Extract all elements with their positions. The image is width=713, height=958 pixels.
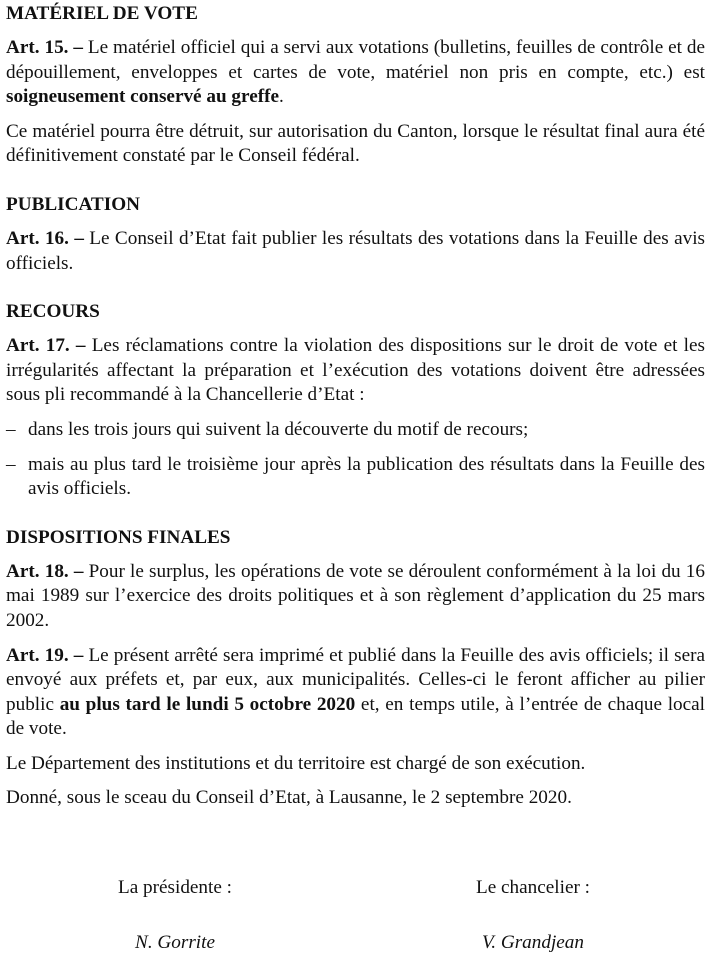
heading-publication: PUBLICATION: [6, 193, 140, 215]
article-15-emphasis: soigneusement conservé au greffe: [6, 86, 280, 108]
article-15-text: Le matériel officiel qui a servi aux votations (bulletins, feuilles de contrôle et de dépouillement, enveloppes et cartes de vote, matériel non pris en compte, etc.) est: [6, 37, 705, 83]
list-item: [6, 453, 705, 502]
heading-materiel-de-vote: MATÉRIEL DE VOTE: [6, 3, 198, 24]
article-16-label: Art. 16. –: [6, 227, 84, 249]
dash-bullet: –: [6, 418, 16, 440]
article-15-paragraph-2: Ce matériel pourra être détruit, sur autorisation du Canton, lorsque le résultat final aura été définitivement constaté par le Conseil fédéral.: [6, 120, 705, 167]
article-18-label: Art. 18. –: [6, 560, 84, 582]
signature-role: Le chancelier :: [476, 877, 590, 898]
article-19: [6, 644, 705, 742]
signing-date-clause: Donné, sous le sceau du Conseil d’Etat, à Lausanne, le 2 septembre 2020.: [6, 787, 572, 809]
article-19-label: Art. 19. –: [6, 644, 84, 666]
recours-deadline-list: [6, 418, 705, 502]
article-17: [6, 334, 705, 408]
article-15-text-end: .: [279, 86, 284, 108]
signature-role: La présidente :: [117, 877, 232, 898]
dash-bullet: –: [6, 453, 16, 475]
article-17-text: Les réclamations contre la violation des dispositions sur le droit de vote et les irrégularités affectant la préparation et l’exécution des votations doivent être adressées sous pli recommandé à la Chancellerie d’Etat :: [6, 335, 705, 406]
article-18-text: Pour le surplus, les opérations de vote se déroulent conformément à la loi du 16 mai 1989 sur l’exercice des droits politiques et à son règlement d’application du 25 mars 2002.: [6, 560, 705, 631]
section-dispositions-finales: [6, 526, 705, 811]
article-15: [6, 36, 705, 110]
signature-chancellor: [383, 876, 683, 955]
heading-recours: RECOURS: [6, 301, 100, 323]
list-item-text: dans les trois jours qui suivent la découverte du motif de recours;: [28, 418, 529, 440]
article-16: [6, 227, 705, 276]
signature-name: V. Grandjean: [482, 931, 584, 953]
article-19-emphasis: au plus tard le lundi 5 octobre 2020: [59, 693, 356, 715]
article-18: [6, 560, 705, 634]
list-item: [6, 418, 705, 443]
article-19-text-end: et, en temps utile, à l’entrée de chaque local de vote.: [6, 693, 705, 740]
section-recours: [6, 300, 705, 502]
signature-name: N. Gorrite: [135, 931, 215, 953]
execution-clause: Le Département des institutions et du territoire est chargé de son exécution.: [6, 752, 586, 774]
signature-president: [25, 876, 325, 955]
article-16-text: Le Conseil d’Etat fait publier les résultats des votations dans la Feuille des avis officiels.: [6, 227, 705, 274]
section-publication: [6, 193, 705, 276]
heading-dispositions-finales: DISPOSITIONS FINALES: [6, 526, 231, 548]
section-materiel-de-vote: [6, 2, 705, 169]
list-item-text: mais au plus tard le troisième jour après la publication des résultats dans la Feuille des avis officiels.: [28, 453, 705, 500]
article-19-text: Le présent arrêté sera imprimé et publié dans la Feuille des avis officiels; il sera envoyé aux préfets et, par eux, aux municipalités. Celles-ci le feront afficher au pilier public: [6, 644, 705, 715]
article-15-label: Art. 15. –: [6, 37, 83, 58]
article-17-label: Art. 17. –: [6, 335, 86, 357]
